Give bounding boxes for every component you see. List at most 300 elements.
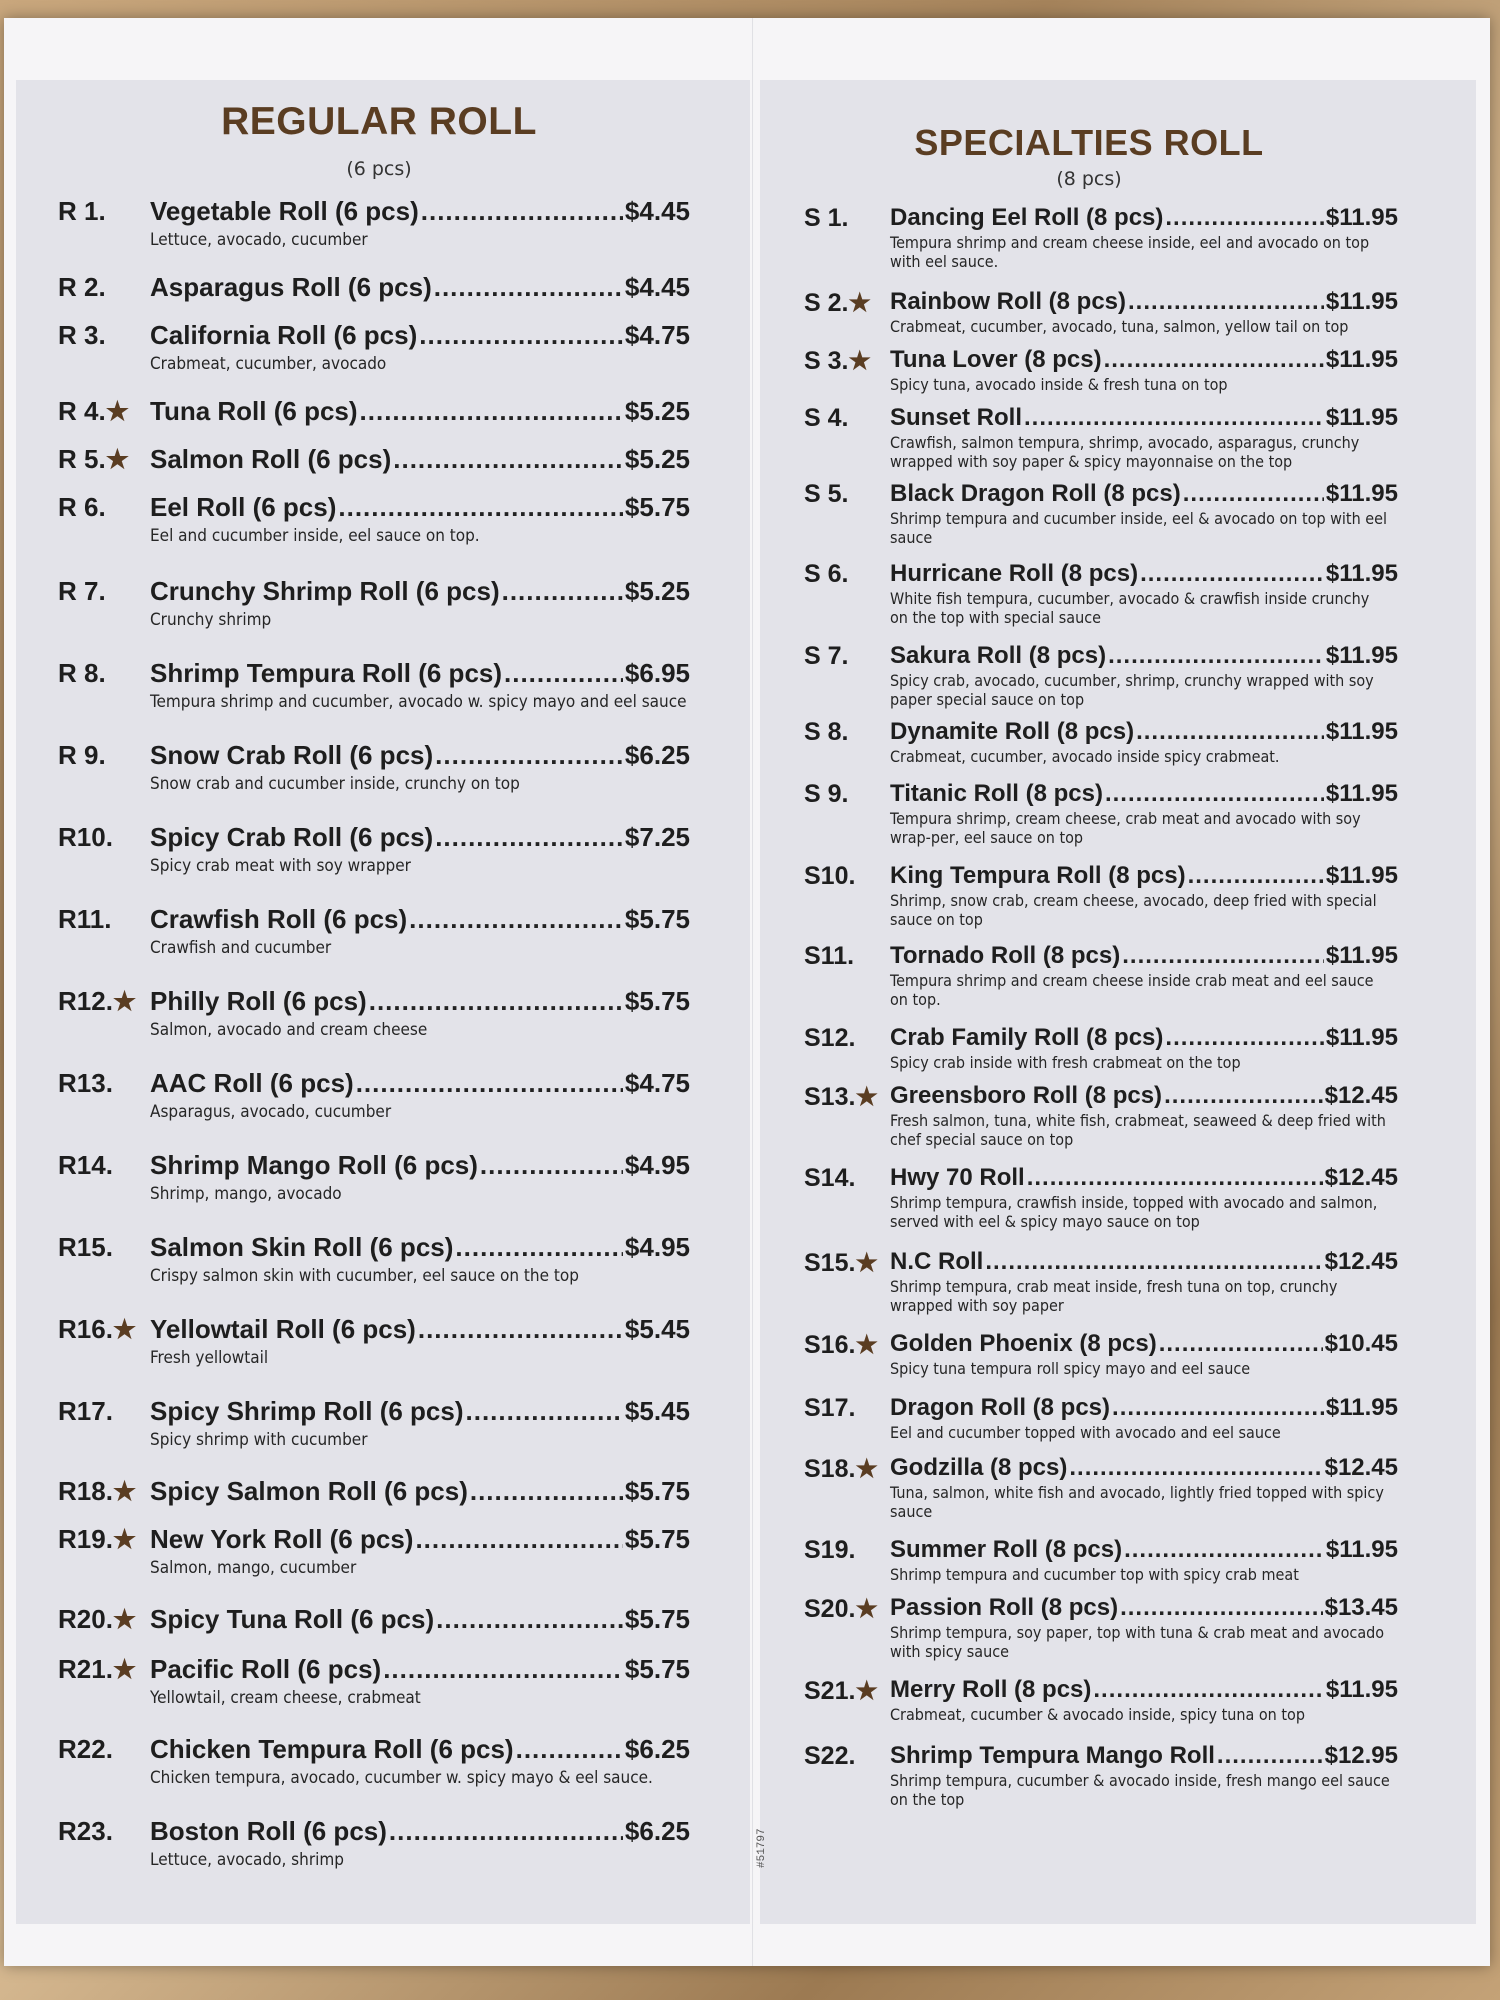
item-name: Eel Roll (6 pcs) — [150, 492, 337, 522]
item-price: $5.75 — [624, 492, 690, 522]
item-name: Greensboro Roll (8 pcs) — [890, 1082, 1163, 1109]
dot-leader — [466, 1396, 623, 1427]
item-code-text: S16. — [804, 1331, 856, 1359]
dot-leader — [1069, 1454, 1322, 1482]
dot-leader — [393, 444, 623, 475]
star-icon: ★ — [848, 347, 871, 375]
item-name: Spicy Tuna Roll (6 pcs) — [150, 1604, 435, 1634]
star-icon: ★ — [855, 1249, 878, 1277]
dot-leader — [434, 272, 623, 303]
item-line — [890, 1330, 1398, 1358]
dot-leader — [1165, 204, 1324, 232]
item-description: Snow crab and cucumber inside, crunchy on top — [150, 774, 520, 794]
item-description: Crabmeat, cucumber, avocado, tuna, salmon, yellow tail on top — [890, 317, 1349, 336]
item-line — [150, 1150, 690, 1181]
item-code — [58, 492, 106, 523]
item-line — [150, 1396, 690, 1427]
dot-leader — [436, 1604, 623, 1635]
item-price: $5.45 — [624, 1396, 690, 1426]
item-code-text: S20. — [804, 1595, 856, 1623]
item-name: Golden Phoenix (8 pcs) — [890, 1330, 1157, 1357]
item-line — [150, 1476, 690, 1507]
item-code-text: S 8. — [804, 718, 849, 746]
item-code-text: S 5. — [804, 480, 849, 508]
item-code-text: S13. — [804, 1083, 856, 1111]
item-name: Chicken Tempura Roll (6 pcs) — [150, 1734, 514, 1764]
item-line — [150, 396, 690, 427]
item-code — [58, 1604, 136, 1635]
item-name: Passion Roll (8 pcs) — [890, 1594, 1119, 1621]
item-line — [890, 1248, 1398, 1276]
item-code — [804, 718, 848, 747]
item-line — [150, 576, 690, 607]
item-price: $12.45 — [1324, 1454, 1398, 1481]
item-code — [58, 1476, 136, 1507]
item-code — [804, 288, 871, 318]
star-icon: ★ — [112, 1524, 137, 1554]
item-code-text: R16. — [58, 1314, 113, 1344]
item-line — [890, 404, 1398, 432]
item-line — [150, 1068, 690, 1099]
item-description: Shrimp, mango, avocado — [150, 1184, 342, 1204]
item-code — [804, 1454, 878, 1484]
item-name: Crawfish Roll (6 pcs) — [150, 904, 408, 934]
item-price: $4.45 — [624, 196, 690, 226]
item-code-text: S11. — [804, 942, 855, 970]
item-description: Asparagus, avocado, cucumber — [150, 1102, 392, 1122]
dot-leader — [435, 740, 623, 771]
item-price: $12.45 — [1324, 1164, 1398, 1191]
item-code — [58, 1734, 113, 1765]
item-name: Philly Roll (6 pcs) — [150, 986, 367, 1016]
item-code-text: S19. — [804, 1536, 856, 1564]
item-description: Shrimp tempura, crab meat inside, fresh tuna on top, crunchy wrapped with soy paper — [890, 1277, 1338, 1316]
item-name: Spicy Crab Roll (6 pcs) — [150, 822, 434, 852]
item-name: Rainbow Roll (8 pcs) — [890, 288, 1127, 315]
item-description: White fish tempura, cucumber, avocado & crawfish inside crunchy on the top with special sauce — [890, 589, 1370, 628]
item-code-text: R22. — [58, 1734, 113, 1764]
item-name: Sakura Roll (8 pcs) — [890, 642, 1107, 669]
item-price: $4.75 — [624, 1068, 690, 1098]
item-name: Yellowtail Roll (6 pcs) — [150, 1314, 416, 1344]
dot-leader — [1093, 1676, 1324, 1704]
item-price: $11.95 — [1325, 780, 1398, 807]
item-price: $11.95 — [1325, 1394, 1398, 1421]
item-price: $4.45 — [624, 272, 690, 302]
menu-page — [4, 18, 1490, 1966]
dot-leader — [356, 1068, 623, 1099]
dot-leader — [389, 1816, 623, 1847]
dot-leader — [338, 492, 623, 523]
item-description: Lettuce, avocado, shrimp — [150, 1850, 344, 1870]
item-line — [150, 822, 690, 853]
dot-leader — [455, 1232, 623, 1263]
item-description: Shrimp tempura, soy paper, top with tuna & crab meat and avocado with spicy sauce — [890, 1623, 1385, 1662]
item-description: Tempura shrimp and cucumber, avocado w. spicy mayo and eel sauce — [150, 692, 687, 712]
item-price: $11.95 — [1325, 1676, 1398, 1703]
item-line — [890, 288, 1398, 316]
item-code-text: S17. — [804, 1394, 856, 1422]
item-line — [890, 718, 1398, 746]
item-code-text: S14. — [804, 1164, 856, 1192]
item-name: Tuna Roll (6 pcs) — [150, 396, 358, 426]
item-name: Dragon Roll (8 pcs) — [890, 1394, 1111, 1421]
item-description: Crispy salmon skin with cucumber, eel sauce on the top — [150, 1266, 579, 1286]
item-code — [804, 1164, 855, 1193]
item-line — [890, 560, 1398, 588]
item-code — [804, 1676, 878, 1706]
item-description: Salmon, mango, cucumber — [150, 1558, 357, 1578]
item-price: $4.95 — [624, 1150, 690, 1180]
item-code-text: S 9. — [804, 780, 849, 808]
item-price: $11.95 — [1325, 642, 1398, 669]
item-price: $11.95 — [1325, 204, 1398, 231]
item-line — [150, 1314, 690, 1345]
item-description: Crawfish and cucumber — [150, 938, 332, 958]
item-code-text: S 3. — [804, 347, 849, 375]
item-price: $11.95 — [1325, 942, 1398, 969]
dot-leader — [419, 320, 623, 351]
item-code — [58, 740, 106, 771]
item-description: Fresh yellowtail — [150, 1348, 269, 1368]
item-line — [150, 444, 690, 475]
dot-leader — [516, 1734, 623, 1765]
item-name: Tuna Lover (8 pcs) — [890, 346, 1102, 373]
item-name: Shrimp Tempura Mango Roll — [890, 1742, 1215, 1769]
item-price: $12.45 — [1324, 1248, 1398, 1275]
item-code — [58, 1314, 136, 1345]
item-line — [890, 480, 1398, 508]
item-name: Asparagus Roll (6 pcs) — [150, 272, 432, 302]
item-line — [150, 1524, 690, 1555]
item-code — [804, 1536, 855, 1565]
item-description: Shrimp, snow crab, cream cheese, avocado, deep fried with special sauce on top — [890, 891, 1377, 930]
item-name: Tornado Roll (8 pcs) — [890, 942, 1121, 969]
dot-leader — [985, 1248, 1322, 1276]
item-code — [58, 1150, 113, 1181]
item-code — [804, 560, 848, 589]
dot-leader — [435, 822, 623, 853]
item-name: Snow Crab Roll (6 pcs) — [150, 740, 434, 770]
item-line — [890, 862, 1398, 890]
item-code-text: R 2. — [58, 272, 106, 302]
dot-leader — [1165, 1024, 1324, 1052]
item-code — [804, 780, 848, 809]
dot-leader — [1159, 1330, 1323, 1358]
item-code — [804, 1742, 855, 1771]
item-line — [890, 1676, 1398, 1704]
item-code — [804, 480, 848, 509]
dot-leader — [480, 1150, 623, 1181]
item-name: Vegetable Roll (6 pcs) — [150, 196, 419, 226]
item-code — [804, 1248, 878, 1278]
item-name: Sunset Roll — [890, 404, 1023, 431]
item-code-text: R12. — [58, 986, 113, 1016]
item-line — [890, 942, 1398, 970]
star-icon: ★ — [855, 1455, 878, 1483]
item-name: Spicy Shrimp Roll (6 pcs) — [150, 1396, 464, 1426]
item-code — [804, 642, 848, 671]
item-code — [58, 272, 106, 303]
item-code — [804, 1394, 855, 1423]
item-code — [58, 658, 106, 689]
item-description: Crabmeat, cucumber, avocado inside spicy crabmeat. — [890, 747, 1280, 766]
item-line — [150, 1604, 690, 1635]
item-description: Spicy crab meat with soy wrapper — [150, 856, 411, 876]
item-code — [58, 1396, 113, 1427]
dot-leader — [470, 1476, 623, 1507]
dot-leader — [1112, 1394, 1324, 1422]
item-price: $6.25 — [624, 1734, 690, 1764]
item-line — [890, 1394, 1398, 1422]
star-icon: ★ — [112, 986, 137, 1016]
item-name: Shrimp Tempura Roll (6 pcs) — [150, 658, 503, 688]
item-line — [150, 1734, 690, 1765]
item-code — [804, 862, 855, 891]
item-description: Crunchy shrimp — [150, 610, 272, 630]
item-description: Lettuce, avocado, cucumber — [150, 230, 368, 250]
dot-leader — [1188, 862, 1324, 890]
dot-leader — [418, 1314, 623, 1345]
item-line — [150, 320, 690, 351]
item-description: Tuna, salmon, white fish and avocado, lightly fried topped with spicy sauce — [890, 1483, 1384, 1522]
star-icon: ★ — [112, 1314, 137, 1344]
item-line — [890, 1082, 1398, 1110]
item-line — [150, 272, 690, 303]
star-icon: ★ — [855, 1595, 878, 1623]
item-name: Summer Roll (8 pcs) — [890, 1536, 1123, 1563]
item-description: Shrimp tempura, crawfish inside, topped with avocado and salmon, served with eel & spicy mayo sauce on top — [890, 1193, 1378, 1232]
item-name: New York Roll (6 pcs) — [150, 1524, 414, 1554]
item-code-text: R21. — [58, 1654, 113, 1684]
item-price: $4.95 — [624, 1232, 690, 1262]
item-code-text: R14. — [58, 1150, 113, 1180]
star-icon: ★ — [112, 1654, 137, 1684]
item-line — [150, 740, 690, 771]
item-price: $7.25 — [624, 822, 690, 852]
item-price: $12.45 — [1324, 1082, 1398, 1109]
item-code — [58, 576, 106, 607]
item-code-text: R 5. — [58, 444, 106, 474]
star-icon: ★ — [105, 396, 129, 426]
item-line — [150, 1654, 690, 1685]
item-description: Tempura shrimp, cream cheese, crab meat and avocado with soy wrap-per, eel sauce on top — [890, 809, 1361, 848]
item-description: Crabmeat, cucumber & avocado inside, spicy tuna on top — [890, 1705, 1305, 1724]
star-icon: ★ — [105, 444, 129, 474]
item-code-text: R17. — [58, 1396, 113, 1426]
item-line — [150, 1816, 690, 1847]
item-code — [804, 404, 848, 433]
item-price: $11.95 — [1325, 560, 1398, 587]
item-code — [804, 346, 871, 376]
star-icon: ★ — [112, 1604, 137, 1634]
item-description: Spicy tuna tempura roll spicy mayo and eel sauce — [890, 1359, 1251, 1378]
star-icon: ★ — [855, 1083, 878, 1111]
item-price: $5.75 — [624, 904, 690, 934]
item-code — [804, 204, 848, 233]
page-fold — [752, 18, 754, 1966]
print-code: #51797 — [756, 1828, 768, 1868]
item-name: Pacific Roll (6 pcs) — [150, 1654, 382, 1684]
dot-leader — [1140, 560, 1324, 588]
item-line — [890, 204, 1398, 232]
item-code — [58, 396, 129, 427]
item-code-text: R 8. — [58, 658, 106, 688]
item-code — [58, 320, 106, 351]
item-line — [150, 904, 690, 935]
dot-leader — [502, 576, 623, 607]
item-description: Spicy tuna, avocado inside & fresh tuna on top — [890, 375, 1228, 394]
dot-leader — [1122, 942, 1324, 970]
dot-leader — [360, 396, 623, 427]
item-price: $5.25 — [624, 444, 690, 474]
item-name: Titanic Roll (8 pcs) — [890, 780, 1103, 807]
item-price: $6.95 — [624, 658, 690, 688]
specialties-roll-subtitle: (8 pcs) — [1056, 168, 1122, 190]
item-code — [804, 1594, 878, 1624]
item-code-text: S 7. — [804, 642, 849, 670]
item-line — [150, 196, 690, 227]
regular-roll-title: REGULAR ROLL — [221, 100, 537, 143]
item-description: Eel and cucumber inside, eel sauce on top. — [150, 526, 480, 546]
item-code-text: R19. — [58, 1524, 113, 1554]
dot-leader — [1120, 1594, 1323, 1622]
dot-leader — [1108, 642, 1324, 670]
item-code — [58, 444, 129, 475]
item-code-text: S15. — [804, 1249, 856, 1277]
star-icon: ★ — [855, 1331, 878, 1359]
item-name: Dancing Eel Roll (8 pcs) — [890, 204, 1164, 231]
dot-leader — [1024, 404, 1324, 432]
item-price: $10.45 — [1324, 1330, 1398, 1357]
item-line — [890, 1454, 1398, 1482]
item-price: $6.25 — [624, 1816, 690, 1846]
item-line — [890, 346, 1398, 374]
item-line — [890, 1164, 1398, 1192]
item-price: $11.95 — [1325, 404, 1398, 431]
item-code — [58, 986, 136, 1017]
item-line — [150, 492, 690, 523]
item-code — [58, 822, 113, 853]
item-code-text: R 4. — [58, 396, 106, 426]
item-price: $11.95 — [1325, 1024, 1398, 1051]
item-price: $11.95 — [1325, 346, 1398, 373]
item-price: $5.75 — [624, 1604, 690, 1634]
item-name: King Tempura Roll (8 pcs) — [890, 862, 1186, 889]
dot-leader — [504, 658, 623, 689]
item-name: AAC Roll (6 pcs) — [150, 1068, 354, 1098]
item-description: Spicy crab, avocado, cucumber, shrimp, crunchy wrapped with soy paper special sauce on top — [890, 671, 1374, 710]
item-code-text: R 1. — [58, 196, 106, 226]
item-name: Salmon Roll (6 pcs) — [150, 444, 392, 474]
item-description: Shrimp tempura and cucumber top with spicy crab meat — [890, 1565, 1299, 1584]
dot-leader — [1105, 780, 1324, 808]
dot-leader — [1183, 480, 1324, 508]
item-line — [890, 1742, 1398, 1770]
item-code-text: R 3. — [58, 320, 106, 350]
item-price: $4.75 — [624, 320, 690, 350]
item-code-text: S22. — [804, 1742, 856, 1770]
item-line — [890, 642, 1398, 670]
item-description: Spicy crab inside with fresh crabmeat on the top — [890, 1053, 1241, 1072]
item-price: $6.25 — [624, 740, 690, 770]
item-name: Spicy Salmon Roll (6 pcs) — [150, 1476, 468, 1506]
specialties-roll-title: SPECIALTIES ROLL — [914, 122, 1264, 163]
item-price: $11.95 — [1325, 480, 1398, 507]
item-name: Crunchy Shrimp Roll (6 pcs) — [150, 576, 500, 606]
item-code-text: S18. — [804, 1455, 856, 1483]
item-code — [804, 942, 854, 971]
item-description: Shrimp tempura, cucumber & avocado inside, fresh mango eel sauce on the top — [890, 1771, 1390, 1810]
item-price: $11.95 — [1325, 288, 1398, 315]
dot-leader — [1027, 1164, 1323, 1192]
item-price: $5.75 — [624, 986, 690, 1016]
item-description: Crabmeat, cucumber, avocado — [150, 354, 387, 374]
dot-leader — [1128, 288, 1324, 316]
item-description: Tempura shrimp and cream cheese inside crab meat and eel sauce on top. — [890, 971, 1374, 1010]
item-price: $11.95 — [1325, 1536, 1398, 1563]
item-line — [150, 658, 690, 689]
dot-leader — [415, 1524, 622, 1555]
item-price: $5.25 — [624, 576, 690, 606]
item-name: Dynamite Roll (8 pcs) — [890, 718, 1135, 745]
dot-leader — [1124, 1536, 1324, 1564]
star-icon: ★ — [855, 1677, 878, 1705]
item-description: Chicken tempura, avocado, cucumber w. spicy mayo & eel sauce. — [150, 1768, 653, 1788]
item-code-text: R13. — [58, 1068, 113, 1098]
item-description: Spicy shrimp with cucumber — [150, 1430, 368, 1450]
dot-leader — [1104, 346, 1324, 374]
dot-leader — [409, 904, 623, 935]
item-code-text: R11. — [58, 904, 112, 934]
item-description: Salmon, avocado and cream cheese — [150, 1020, 428, 1040]
item-code-text: S10. — [804, 862, 856, 890]
item-name: Black Dragon Roll (8 pcs) — [890, 480, 1181, 507]
dot-leader — [1136, 718, 1324, 746]
item-description: Eel and cucumber topped with avocado and eel sauce — [890, 1423, 1281, 1442]
item-code-text: R10. — [58, 822, 113, 852]
item-line — [890, 1594, 1398, 1622]
item-code-text: S 1. — [804, 204, 849, 232]
item-price: $11.95 — [1325, 862, 1398, 889]
item-code — [804, 1330, 878, 1360]
item-name: Crab Family Roll (8 pcs) — [890, 1024, 1164, 1051]
item-code-text: R23. — [58, 1816, 113, 1846]
item-code — [58, 1816, 113, 1847]
item-name: Boston Roll (6 pcs) — [150, 1816, 387, 1846]
item-description: Crawfish, salmon tempura, shrimp, avocado, asparagus, crunchy wrapped with soy paper & spicy mayonnaise on the top — [890, 433, 1360, 472]
item-code-text: S 2. — [804, 289, 849, 317]
regular-roll-subtitle: (6 pcs) — [346, 158, 412, 180]
item-line — [150, 986, 690, 1017]
item-line — [890, 780, 1398, 808]
item-price: $5.25 — [624, 396, 690, 426]
item-code — [58, 904, 112, 935]
item-code — [58, 196, 106, 227]
item-description: Fresh salmon, tuna, white fish, crabmeat, seaweed & deep fried with chef special sauce on top — [890, 1111, 1386, 1150]
dot-leader — [369, 986, 623, 1017]
item-line — [890, 1536, 1398, 1564]
item-price: $5.75 — [624, 1476, 690, 1506]
item-code-text: R20. — [58, 1604, 113, 1634]
item-name: Merry Roll (8 pcs) — [890, 1676, 1092, 1703]
item-price: $12.95 — [1324, 1742, 1398, 1769]
item-price: $5.75 — [624, 1524, 690, 1554]
star-icon: ★ — [848, 289, 871, 317]
item-code-text: R15. — [58, 1232, 113, 1262]
item-code-text: R 9. — [58, 740, 106, 770]
dot-leader — [1164, 1082, 1323, 1110]
